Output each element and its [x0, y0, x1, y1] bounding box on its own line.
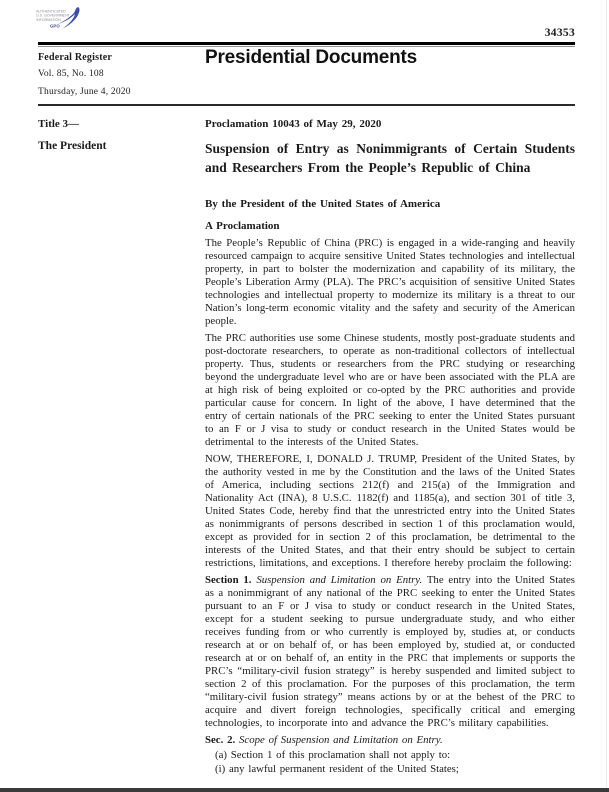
section-2-title: Scope of Suspension and Limitation on Entry. [239, 734, 443, 746]
section-2-item-i: (i) any lawful permanent resident of the United States; [215, 763, 459, 775]
page-number: 34353 [544, 27, 575, 39]
presidential-documents-title: Presidential Documents [205, 47, 418, 68]
margin-column [38, 118, 188, 152]
document-column [205, 118, 575, 776]
proclamation-number-line: Proclamation 10043 of May 29, 2020 [205, 118, 382, 130]
logo-line-information: INFORMATION [36, 17, 61, 22]
volume-label: Vol. 85, No. 108 [38, 69, 104, 79]
byline: By the President of the United States of America [205, 198, 441, 210]
issue-date-label: Thursday, June 4, 2020 [38, 87, 131, 97]
title-3-label: Title 3— [38, 118, 80, 130]
proclamation-heading: A Proclamation [205, 220, 280, 232]
section-1-paragraph [205, 574, 575, 730]
logo-gpo-label: GPO [50, 23, 60, 29]
paragraph-2: The PRC authorities use some Chinese students, mostly post-graduate students and post-doctorate researchers, to operate as non-traditional collectors of intellectual property. Thus, students or researchers from the PRC studying or researching beyond the undergraduate level who are or have been associated with the PLA are at high risk of being exploited or co-opted by the PRC authorities and provide particular cause for concern. In light of the above, I have determined that the entry of certain nationals of the PRC seeking to enter the United States pursuant to an F or J visa to study or conduct research in the United States would be detrimental to the interests of the United States. [205, 332, 575, 448]
section-2-label: Sec. 2. [205, 734, 236, 746]
document-title: Suspension of Entry as Nonimmigrants of Certain Students and Researchers From the People’s Republic of China [205, 141, 575, 175]
paragraph-1: The People’s Republic of China (PRC) is engaged in a wide-ranging and heavily resourced campaign to acquire sensitive United States technologies and intellectual property, in part to bolster the modernization and capability of its military, the People’s Liberation Army (PLA). The PRC’s acquisition of sensitive United States technologies and intellectual property to modernize its military is a threat to our Nation’s long-term economic vitality and the safety and security of the American people. [205, 237, 575, 327]
section-1-label: Section 1. [205, 574, 252, 586]
logo-line-authenticated: AUTHENTICATED [36, 9, 66, 14]
section-1-title: Suspension and Limitation on Entry. [256, 574, 423, 586]
viewport-bottom-bar [0, 788, 609, 792]
masthead-rule [38, 104, 575, 106]
section-2-line [205, 734, 575, 747]
the-president-label: The President [38, 140, 107, 152]
logo-line-us-government: U.S. GOVERNMENT [36, 13, 70, 18]
section-2-item-a: (a) Section 1 of this proclamation shall not apply to: [215, 748, 451, 761]
paragraph-3: NOW, THEREFORE, I, DONALD J. TRUMP, President of the United States, by the authority vested in me by the Constitution and the laws of the United States of America, including sections 212(f) and 215(a) of the Immigration and Nationality Act (INA), 8 U.S.C. 1182(f) and 1185(a), and section 301 of title 3, United States Code, hereby find that the unrestricted entry into the United States as nonimmigrants of persons described in section 1 of this proclamation would, except as provided for in section 2 of this proclamation, be detrimental to the interests of the United States, and that their entry should be subject to certain restrictions, limitations, and exceptions. I therefore hereby proclaim the following: [205, 453, 575, 569]
page-right-edge [606, 0, 607, 792]
federal-register-label: Federal Register [38, 52, 113, 63]
masthead-left [38, 52, 131, 97]
section-1-body: The entry into the United States as a nonimmigrant of any national of the PRC seeking to enter the United States pursuant to an F or J visa to study or conduct research in the United States, except for a student seeking to pursue undergraduate study, and who either receives funding from or who currently is employed by, studies at, or conducts research at or on behalf of, or has been employed by, studied at, or conducted research at or on behalf of, an entity in the PRC that implements or supports the PRC’s “military-civil fusion strategy” is hereby suspended and limited subject to section 2 of this proclamation. For the purposes of this proclamation, the term “military-civil fusion strategy” means actions by or at the behest of the PRC to acquire and divert foreign technologies, specifically critical and emerging technologies, to incorporate into and advance the PRC’s military capabilities. [205, 574, 575, 729]
